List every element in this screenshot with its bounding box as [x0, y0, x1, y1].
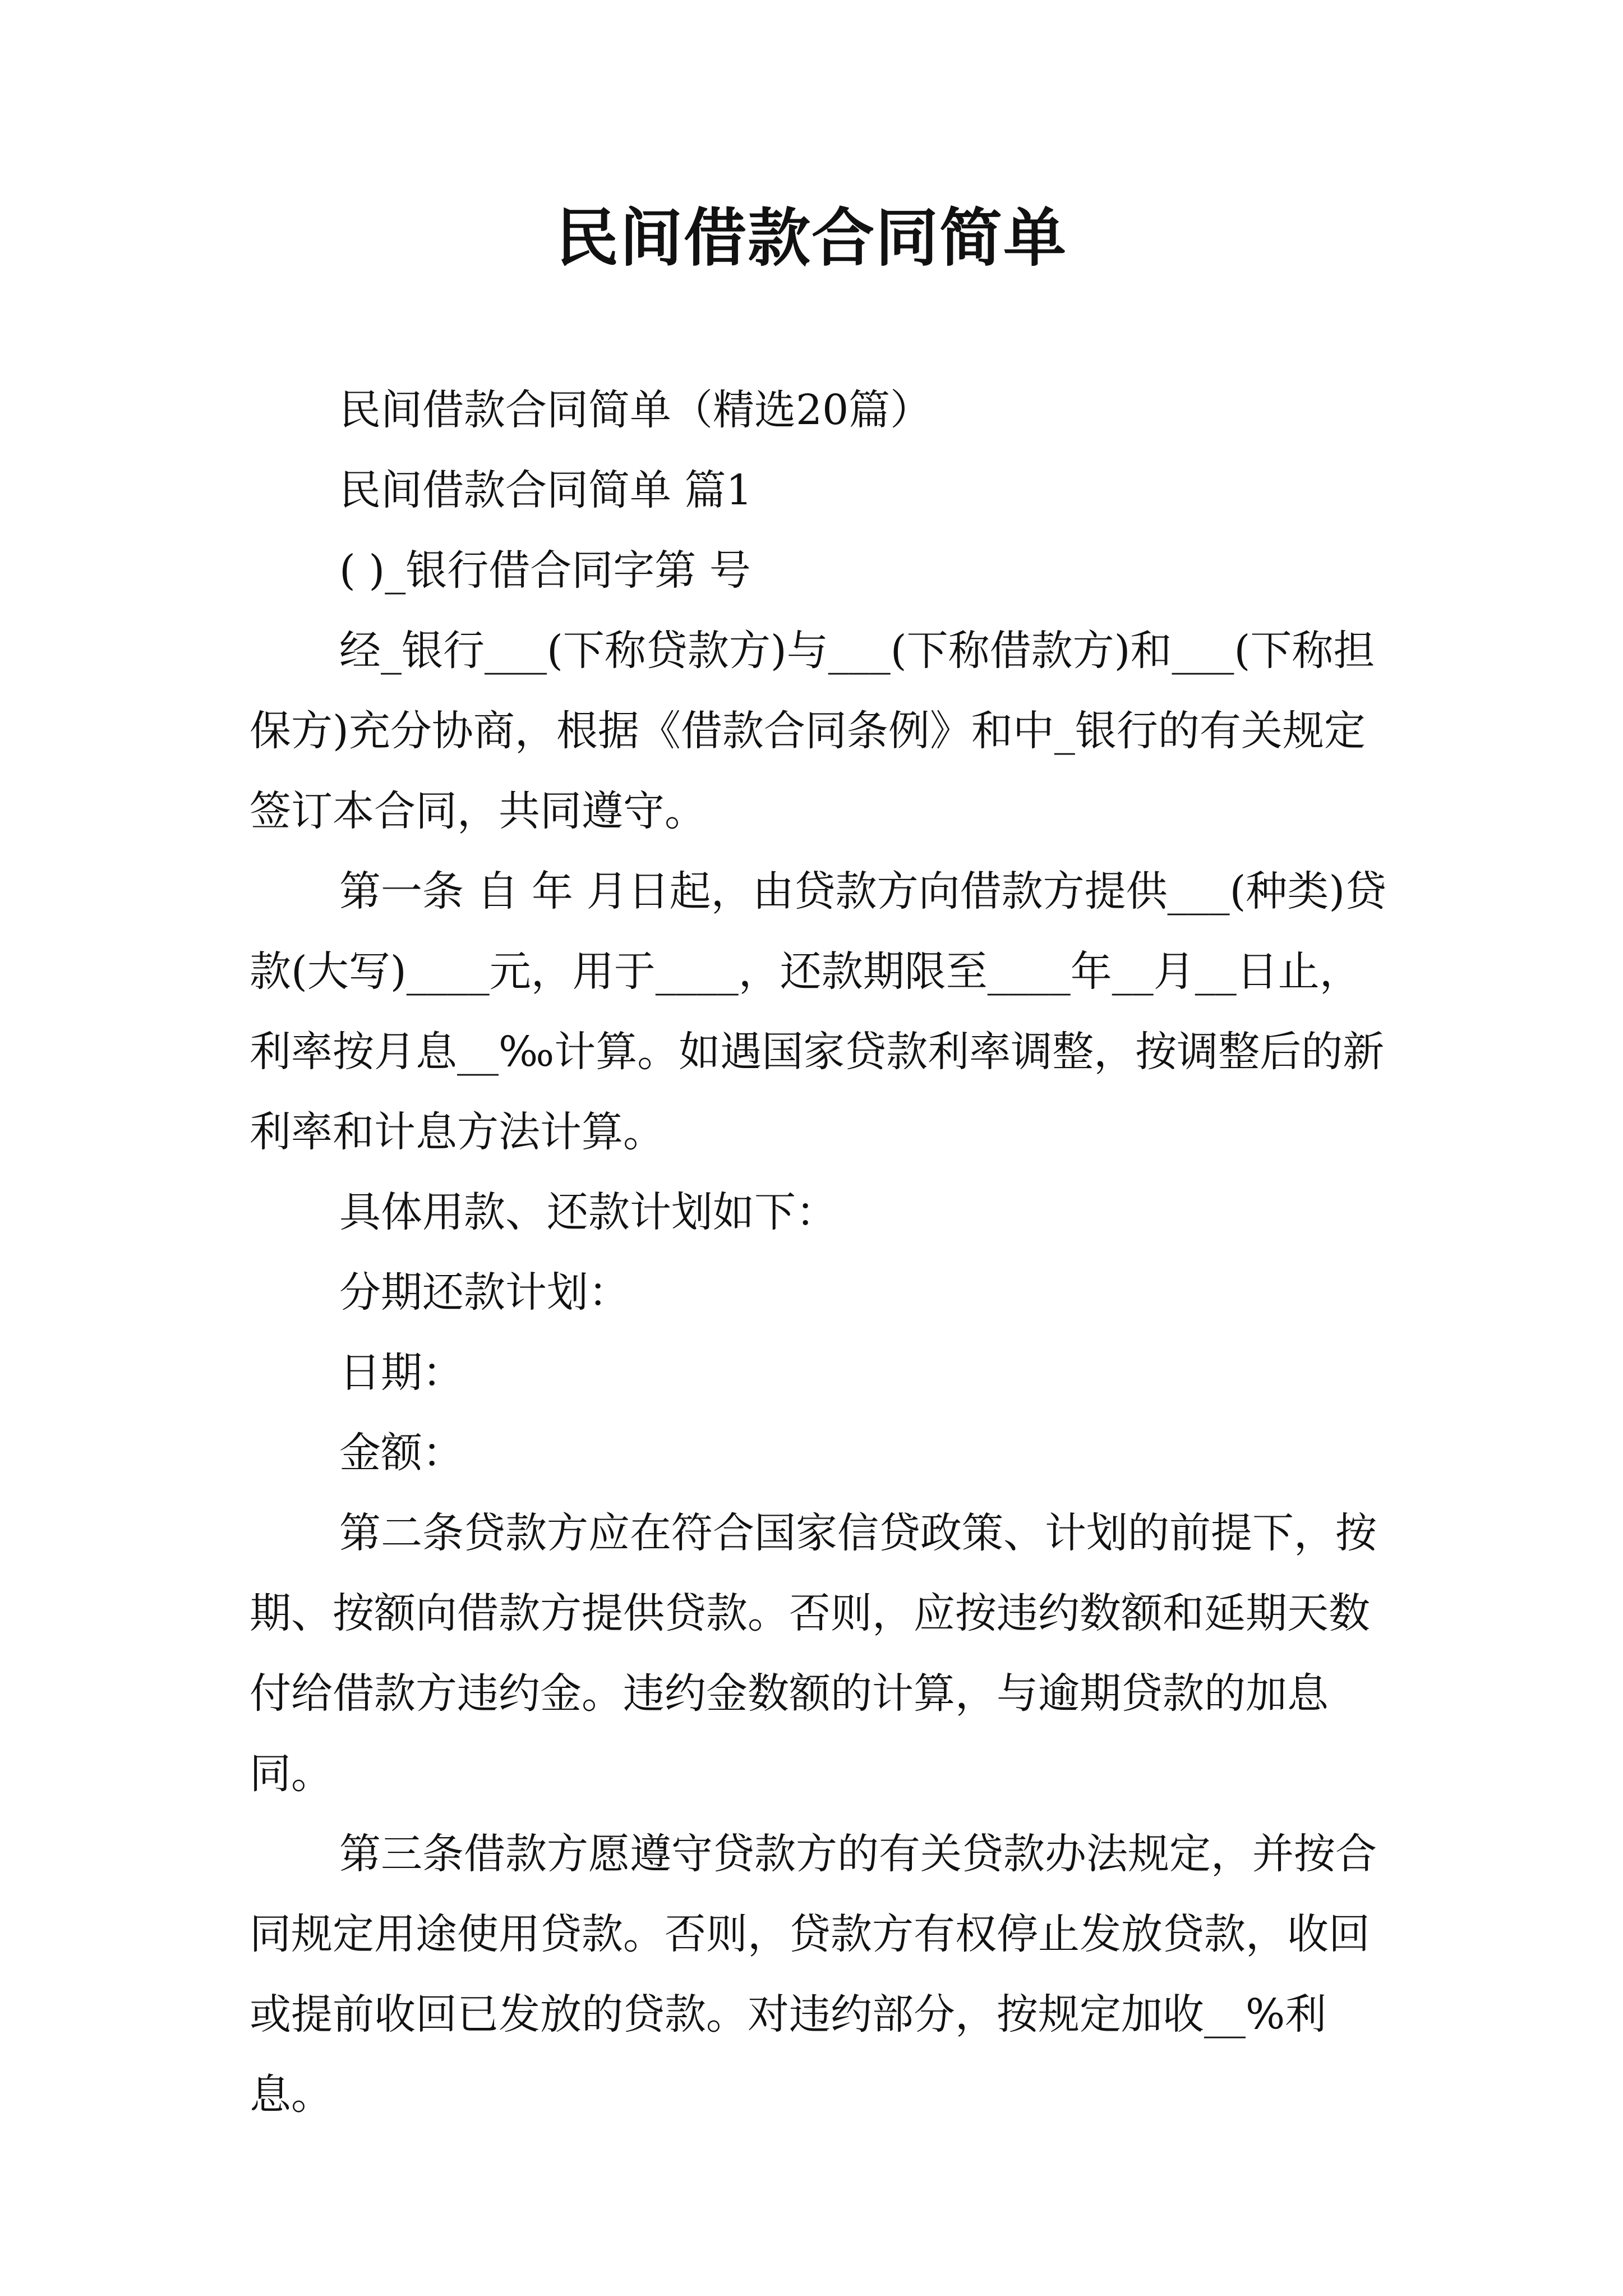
paragraph-article-3: 第三条借款方愿遵守贷款方的有关贷款办法规定，并按合同规定用途使用贷款。否则，贷款方有权停止发放贷款，收回或提前收回已发放的贷款。对违约部分，按规定加收__%利息。	[250, 1830, 1377, 2119]
paragraph-subtitle: 民间借款合同简单（精选20篇）	[339, 386, 932, 434]
paragraph-plan-intro: 具体用款、还款计划如下：	[339, 1188, 837, 1236]
paragraph-date-label: 日期：	[339, 1349, 464, 1397]
paragraph-section-heading: 民间借款合同简单 篇1	[339, 466, 753, 514]
document-title: 民间借款合同简单	[556, 201, 1067, 275]
paragraph-amount-label: 金额：	[339, 1429, 464, 1477]
document-body	[250, 370, 1388, 2135]
paragraph-article-1: 第一条 自 年 月日起，由贷款方向借款方提供___(种类)贷款(大写)____元，用于____，还款期限至____年__月__日止，利率按月息__‰计算。如遇国家贷款利率调整，按调整后的新利率和计息方法计算。	[250, 867, 1387, 1156]
paragraph-article-2: 第二条贷款方应在符合国家信贷政策、计划的前提下，按期、按额向借款方提供贷款。否则，应按违约数额和延期天数付给借款方违约金。违约金数额的计算，与逾期贷款的加息同。	[250, 1509, 1377, 1798]
paragraph-contract-number: ( )_银行借合同字第 号	[339, 546, 751, 595]
paragraph-preamble: 经_银行___(下称贷款方)与___(下称借款方)和___(下称担保方)充分协商，根据《借款合同条例》和中_银行的有关规定签订本合同，共同遵守。	[250, 627, 1375, 835]
paragraph-installment-plan: 分期还款计划：	[339, 1268, 630, 1317]
